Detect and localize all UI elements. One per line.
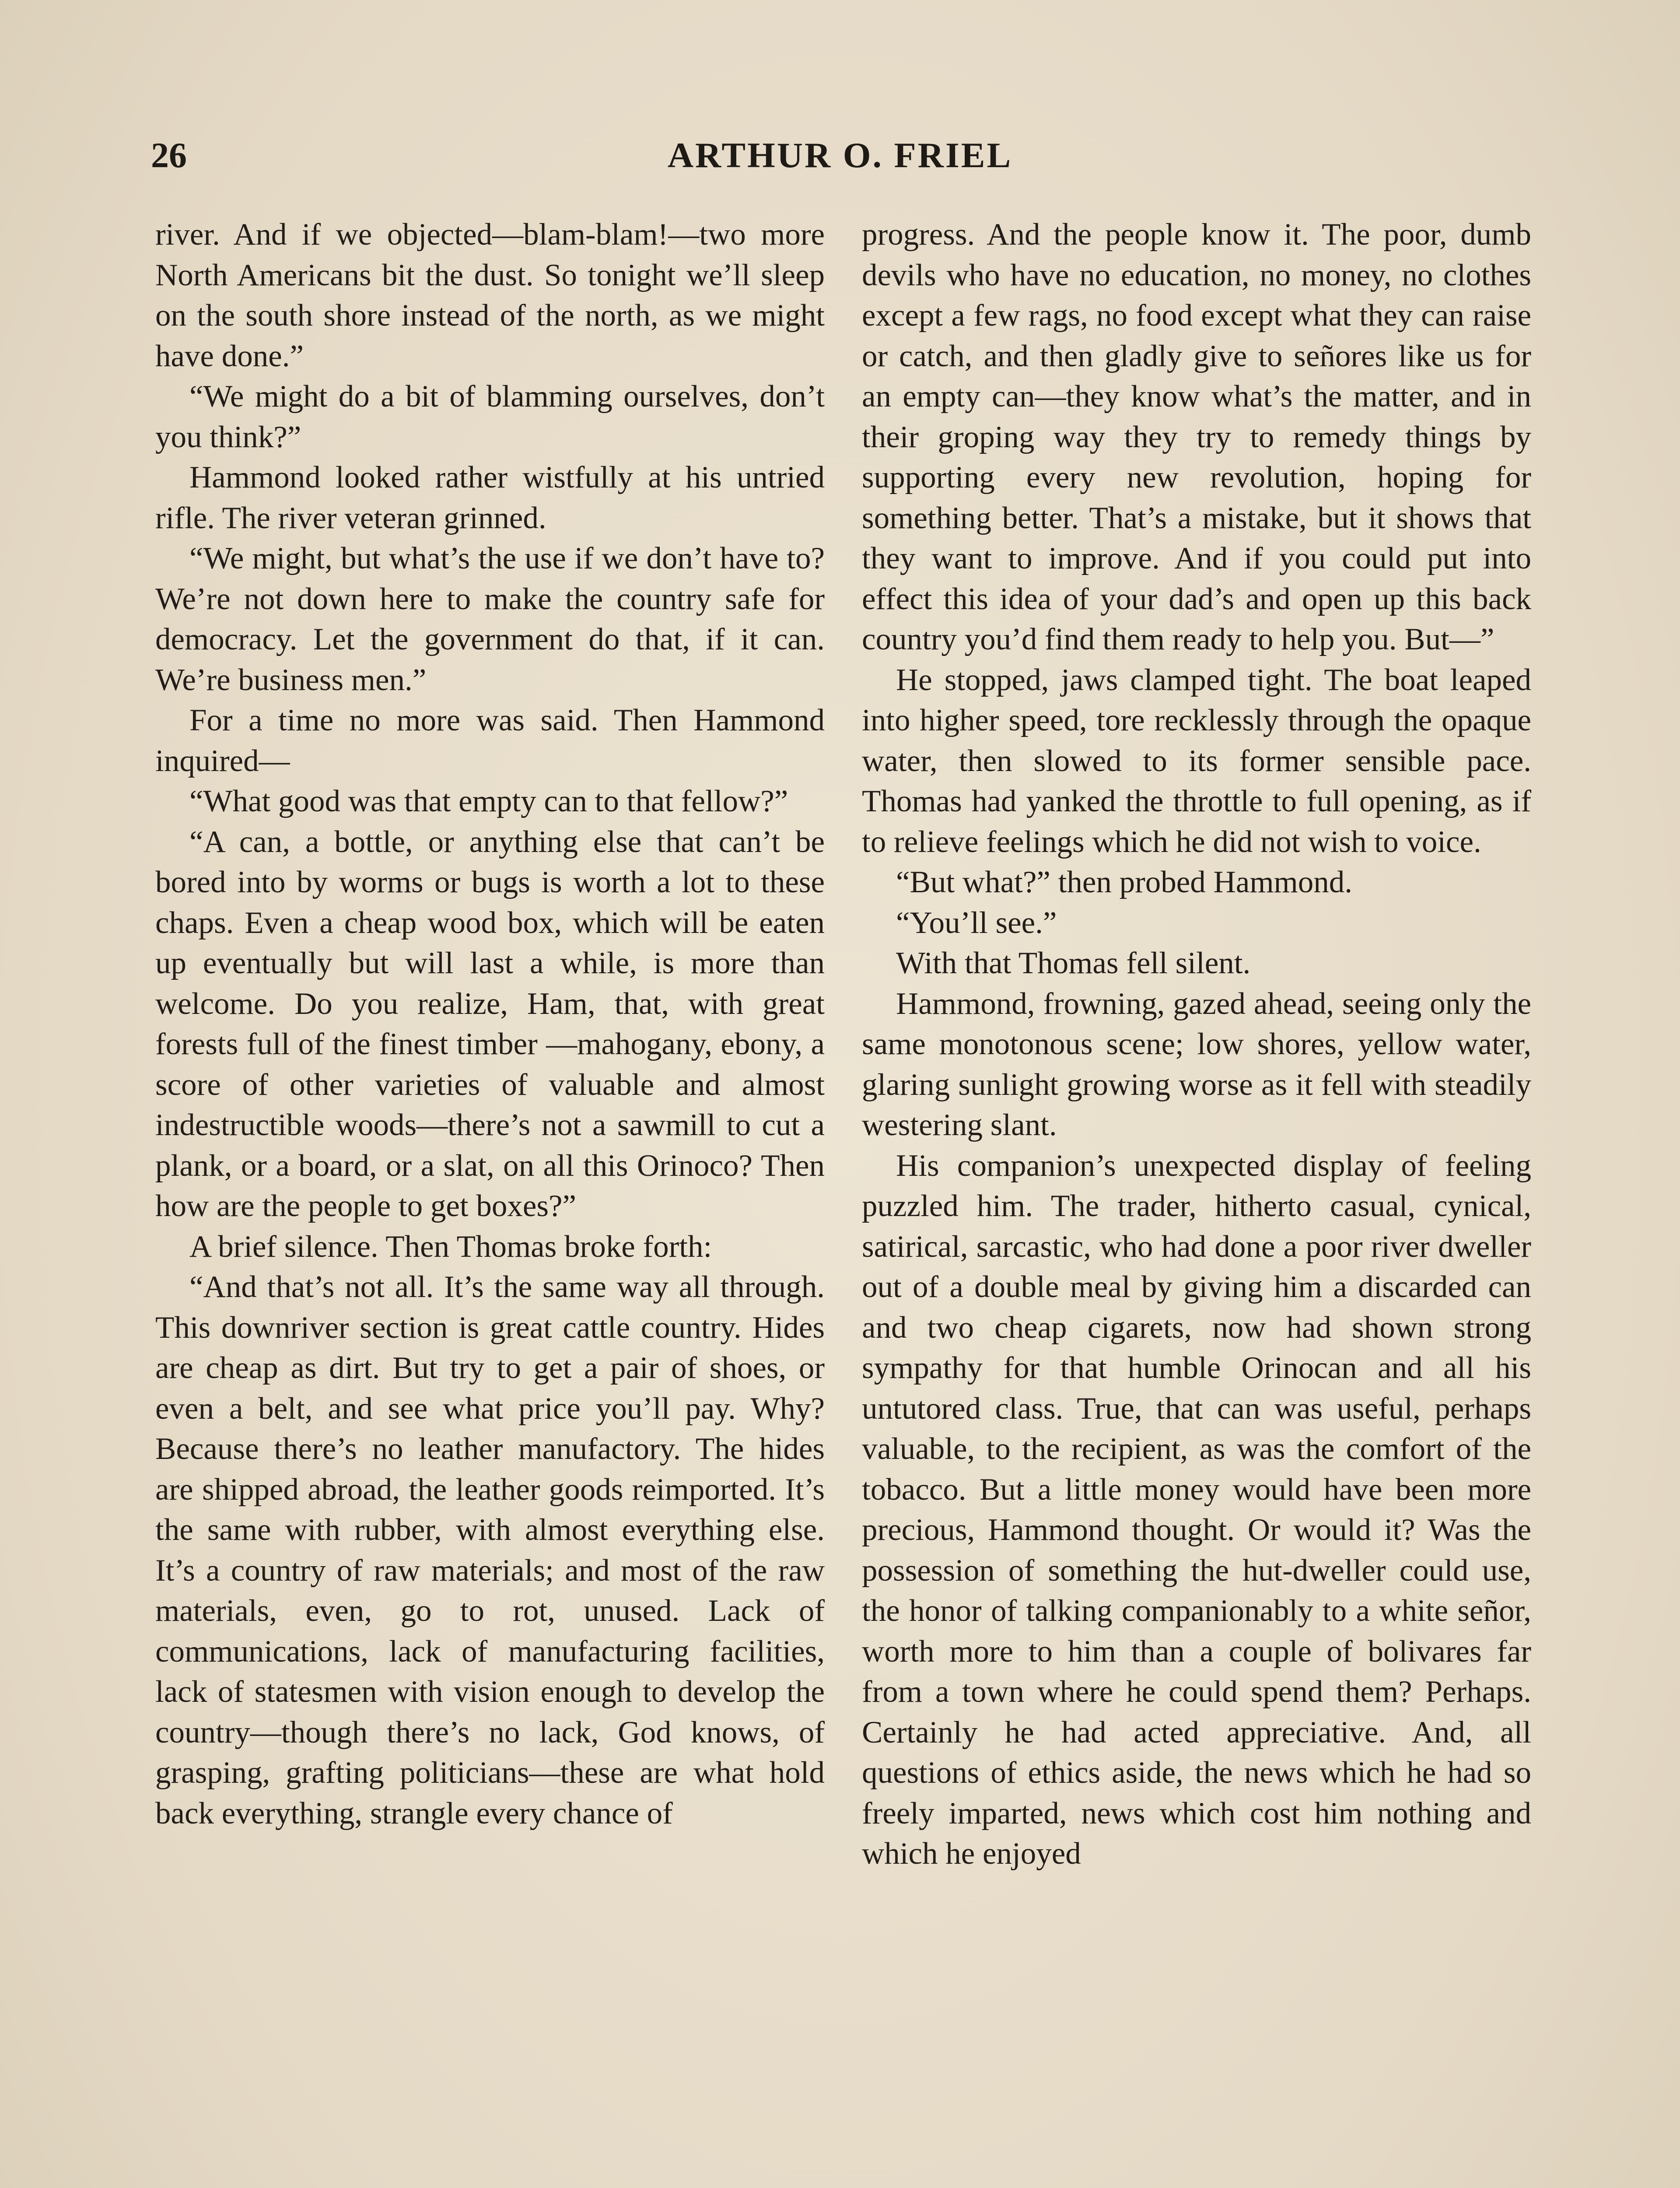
paragraph: “We might do a bit of blamming ourselves, don’t you think?” bbox=[155, 379, 825, 454]
right-column bbox=[862, 214, 1531, 1874]
paragraph: With that Thomas fell silent. bbox=[896, 946, 1251, 980]
paragraph: “What good was that empty can to that fellow?” bbox=[189, 784, 788, 818]
paragraph: “And that’s not all. It’s the same way all through. This downriver section is great cattle country. Hides are cheap as dirt. But try to get a pair of shoes, or even a belt, and see what price you’ll pay. Why? Because there’s no leather manufactory. The hides are shipped abroad, the leather goods reimported. It’s the same with rubber, with almost everything else. It’s a country of raw materials; and most of the raw materials, even, go to rot, unused. Lack of communications, lack of manufacturing facilities, lack of statesmen with vision enough to develop the country—though there’s no lack, God knows, of grasping, grafting politicians—these are what hold back everything, strangle every chance of bbox=[155, 1270, 825, 1830]
paragraph: “A can, a bottle, or anything else that can’t be bored into by worms or bugs is worth a lot to these chaps. Even a cheap wood box, which will be eaten up eventually but will last a while, is more than welcome. Do you realize, Ham, that, with great forests full of the finest timber —mahogany, ebony, a score of other varieties of valuable and almost indestructible woods—there’s not a sawmill to cut a plank, or a board, or a slat, on all this Orinoco? Then how are the people to get boxes?” bbox=[155, 824, 825, 1223]
paragraph: Hammond, frowning, gazed ahead, seeing only the same monotonous scene; low shores, yellow water, glaring sunlight growing worse as it fell with steadily westering slant. bbox=[862, 986, 1531, 1142]
running-head bbox=[151, 131, 1529, 179]
paragraph: “But what?” then probed Hammond. bbox=[896, 865, 1353, 899]
left-column bbox=[155, 214, 825, 1834]
paragraph: “You’ll see.” bbox=[896, 905, 1057, 940]
page-number: 26 bbox=[151, 135, 187, 175]
author-heading: ARTHUR O. FRIEL bbox=[667, 135, 1013, 175]
paragraph: A brief silence. Then Thomas broke forth: bbox=[189, 1229, 712, 1264]
paragraph: He stopped, jaws clamped tight. The boat leaped into higher speed, tore recklessly through the opaque water, then slowed to its former sensible pace. Thomas had yanked the throttle to full opening, as if to relieve feelings which he did not wish to voice. bbox=[862, 663, 1531, 859]
paragraph: river. And if we objected—blam-blam!—two more North Americans bit the dust. So tonight we’ll sleep on the south shore instead of the north, as we might have done.” bbox=[155, 217, 825, 373]
paragraph: His companion’s unexpected display of feeling puzzled him. The trader, hitherto casual, cynical, satirical, sarcastic, who had done a poor river dweller out of a double meal by giving him a discarded can and two cheap cigarets, now had shown strong sympathy for that humble Orinocan and all his untutored class. True, that can was useful, perhaps valuable, to the recipient, as was the comfort of the tobacco. But a little money would have been more precious, Hammond thought. Or would it? Was the possession of something the hut-dweller could use, the honor of talking companionably to a white señor, worth more to him than a couple of bolivares far from a town where he could spend them? Perhaps. Certainly he had acted appreciative. And, all questions of ethics aside, the news which he had so freely imparted, news which cost him nothing and which he enjoyed bbox=[862, 1148, 1531, 1871]
paragraph: “We might, but what’s the use if we don’t have to? We’re not down here to make the country safe for democracy. Let the government do that, if it can. We’re business men.” bbox=[155, 541, 825, 697]
paragraph: For a time no more was said. Then Hammond inquired— bbox=[155, 703, 825, 778]
paragraph: progress. And the people know it. The poor, dumb devils who have no education, no money, no clothes except a few rags, no food except what they can raise or catch, and then gladly give to señores like us for an empty can—they know what’s the matter, and in their groping way they try to remedy things by supporting every new revolution, hoping for something better. That’s a mistake, but it shows that they want to improve. And if you could put into effect this idea of your dad’s and open up this back country you’d find them ready to help you. But—” bbox=[862, 217, 1531, 656]
paragraph: Hammond looked rather wistfully at his untried rifle. The river veteran grinned. bbox=[155, 460, 825, 535]
